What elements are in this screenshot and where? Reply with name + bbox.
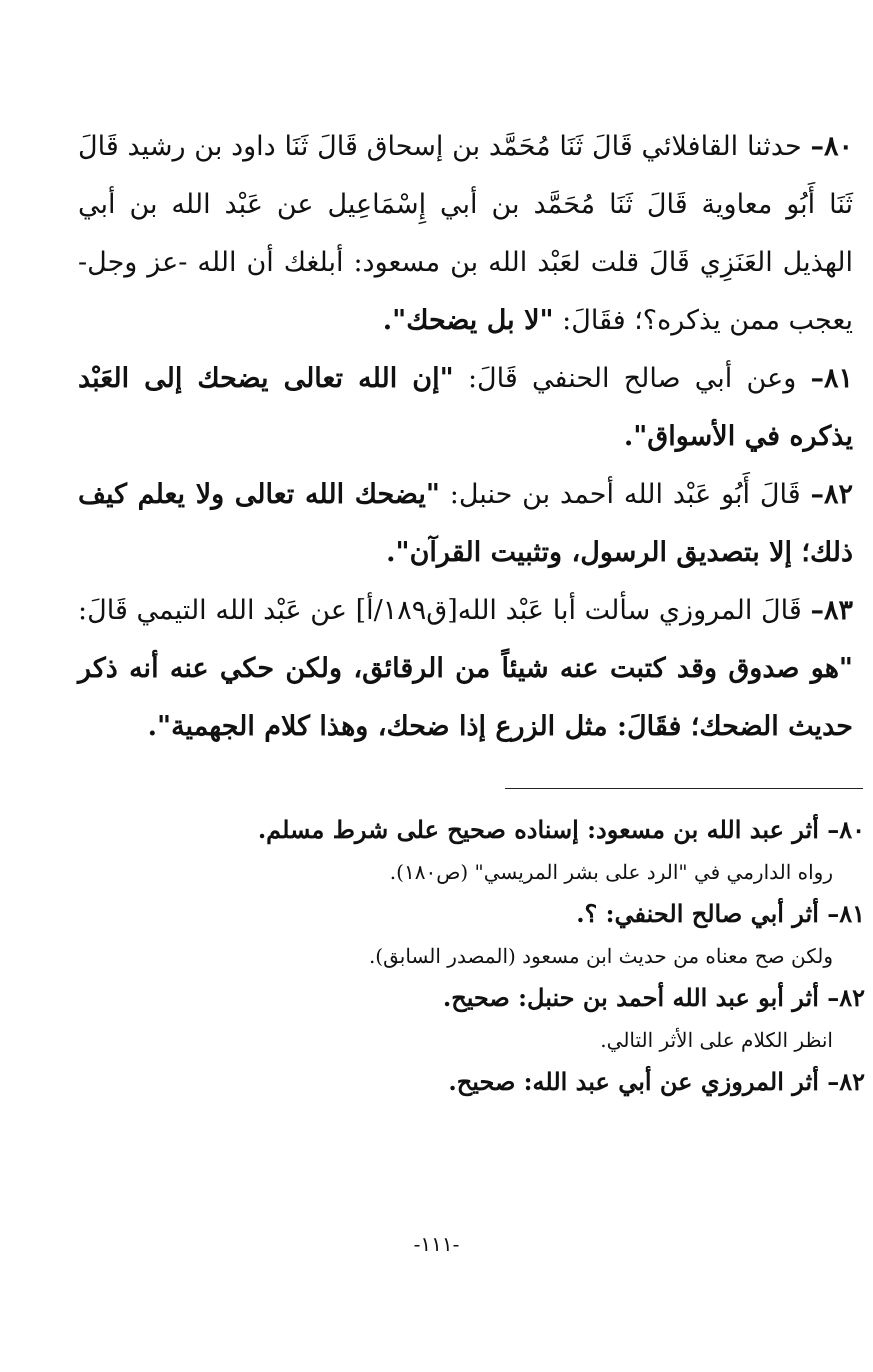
- entry-number: ٨٠–: [810, 131, 853, 162]
- footnote-heading: ٨٢– أثر أبو عبد الله أحمد بن حنبل: صحيح.: [442, 983, 865, 1012]
- footnote-heading: ٨٠– أثر عبد الله بن مسعود: إسناده صحيح على شرط مسلم.: [257, 815, 865, 844]
- footnote-divider: [505, 788, 863, 789]
- entry-number: ٨٣–: [810, 595, 853, 626]
- footnotes: [60, 808, 865, 1104]
- footnote-body: انظر الكلام على الأثر التالي.: [600, 1028, 833, 1052]
- entry-number: ٨٢–: [810, 479, 853, 510]
- entry-82: [78, 466, 853, 582]
- entry-text: قَالَ المروزي سألت أبا عَبْد الله[ق١٨٩/أ] عن عَبْد الله التيمي قَالَ:: [78, 595, 802, 626]
- main-text: [78, 118, 853, 756]
- entry-text: قَالَ أَبُو عَبْد الله أحمد بن حنبل:: [439, 479, 801, 510]
- footnote-heading: ٨١– أثر أبي صالح الحنفي: ؟.: [576, 899, 865, 928]
- entry-80: [78, 118, 853, 350]
- footnote-body: رواه الدارمي في "الرد على بشر المريسي" (ص١٨٠).: [389, 860, 833, 884]
- entry-text: حدثنا القافلائي قَالَ ثَنَا مُحَمَّد بن إسحاق قَالَ ثَنَا داود بن رشيد قَالَ ثَنَا أَبُو معاوية قَالَ ثَنَا مُحَمَّد بن أبي إِسْمَاعِيل عن عَبْد الله بن أبي الهذيل العَنَزِي قَالَ قلت لعَبْد الله بن مسعود: أبلغك أن الله -عز وجل- يعجب ممن يذكره؟؛ فقَالَ:: [78, 131, 853, 336]
- entry-text: وعن أبي صالح الحنفي قَالَ:: [453, 363, 797, 394]
- entry-number: ٨١–: [810, 363, 853, 394]
- page-number: -١١١-: [413, 1232, 460, 1256]
- entry-quote: "إن الله تعالى يضحك إلى العَبْد يذكره في الأسواق".: [78, 363, 853, 452]
- entry-quote: "لا بل يضحك".: [382, 305, 554, 336]
- footnote-body: ولكن صح معناه من حديث ابن مسعود (المصدر السابق).: [368, 944, 833, 968]
- footnote-heading: ٨٢– أثر المروزي عن أبي عبد الله: صحيح.: [448, 1067, 865, 1096]
- entry-quote: "هو صدوق وقد كتبت عنه شيئاً من الرقائق، ولكن حكي عنه أنه ذكر حديث الضحك؛ فقَالَ: مثل الزرع إذا ضحك، وهذا كلام الجهمية".: [78, 653, 853, 742]
- entry-81: [78, 350, 853, 466]
- entry-83: [78, 582, 853, 756]
- entry-quote: "يضحك الله تعالى ولا يعلم كيف ذلك؛ إلا بتصديق الرسول، وتثبيت القرآن".: [78, 479, 853, 568]
